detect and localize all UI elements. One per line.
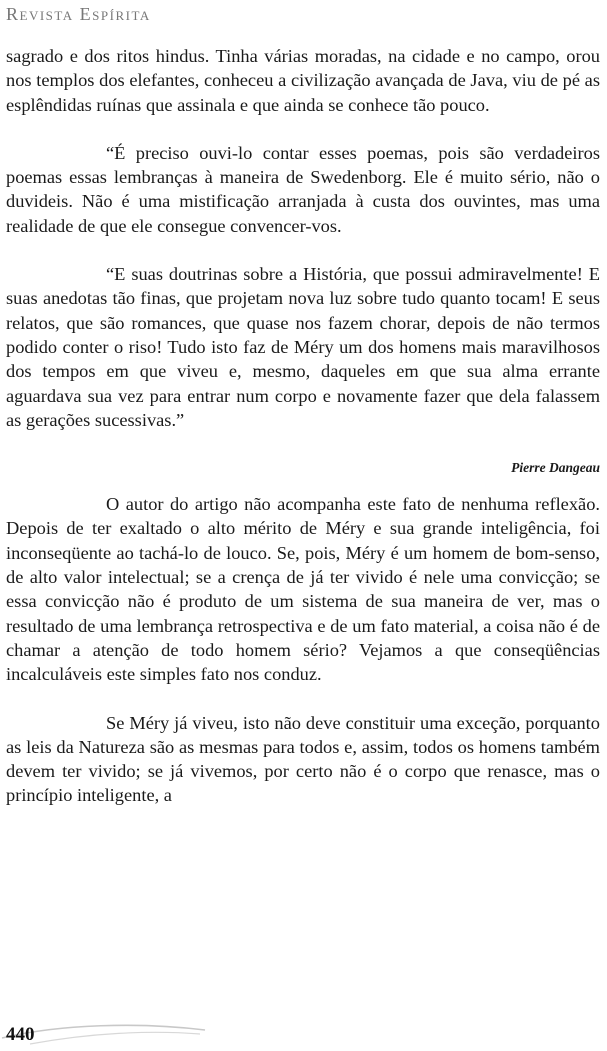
page-number: 440 <box>6 1024 35 1045</box>
paragraph-1: sagrado e dos ritos hindus. Tinha várias moradas, na cidade e no campo, orou nos templos dos elefantes, conheceu a civilização avançada de Java, viu de pé as esplêndidas ruínas que assinala e que ainda se conhece tão pouco. <box>6 46 600 115</box>
paragraph-5: Se Méry já viveu, isto não deve constituir uma exceção, porquanto as leis da Natureza são as mesmas para todos e, assim, todos os homens também devem ter vivido; se já vivemos, por certo não é o corpo que renasce, mas o princípio inteligente, a <box>6 712 600 806</box>
signature: Pierre Dangeau <box>511 460 600 476</box>
paragraph-4: O autor do artigo não acompanha este fato de nenhuma reflexão. Depois de ter exaltado o alto mérito de Méry e sua grande inteligência, foi inconseqüente ao tachá-lo de louco. Se, pois, Méry é um homem de bom-senso, de alto valor intelectual; se a crença de já ter vivido é nele uma convicção; se essa convicção não é produto de um sistema de sua maneira de ver, mas o resultado de uma lembrança retrospectiva e de um fato material, a coisa não é de chamar a atenção de todo homem sério? Vejamos a que conseqüências incalculáveis este simples fato nos conduz. <box>6 494 600 685</box>
paragraph-3: “E suas doutrinas sobre a História, que possui admiravelmente! E suas anedotas tão finas, que projetam nova luz sobre tudo quanto tocam! E seus relatos, que são romances, que quase nos fazem chorar, depois de não termos podido conter o riso! Tudo isto faz de Méry um dos homens mais maravilhosos dos tempos em que viveu e, mesmo, daqueles em que sua alma errante aguardava sua vez para entrar num corpo e novamente fazer que dela falassem as gerações sucessivas.” <box>6 264 600 430</box>
page-body <box>6 44 600 808</box>
paragraph-2: “É preciso ouvi-lo contar esses poemas, pois são verdadeiros poemas essas lembranças à maneira de Swedenborg. Ele é muito sério, não o duvideis. Não é uma mistificação arranjada à custa dos ouvintes, mas uma realidade de que ele consegue convencer-vos. <box>6 142 600 236</box>
running-header: Revista Espírita <box>6 4 151 24</box>
